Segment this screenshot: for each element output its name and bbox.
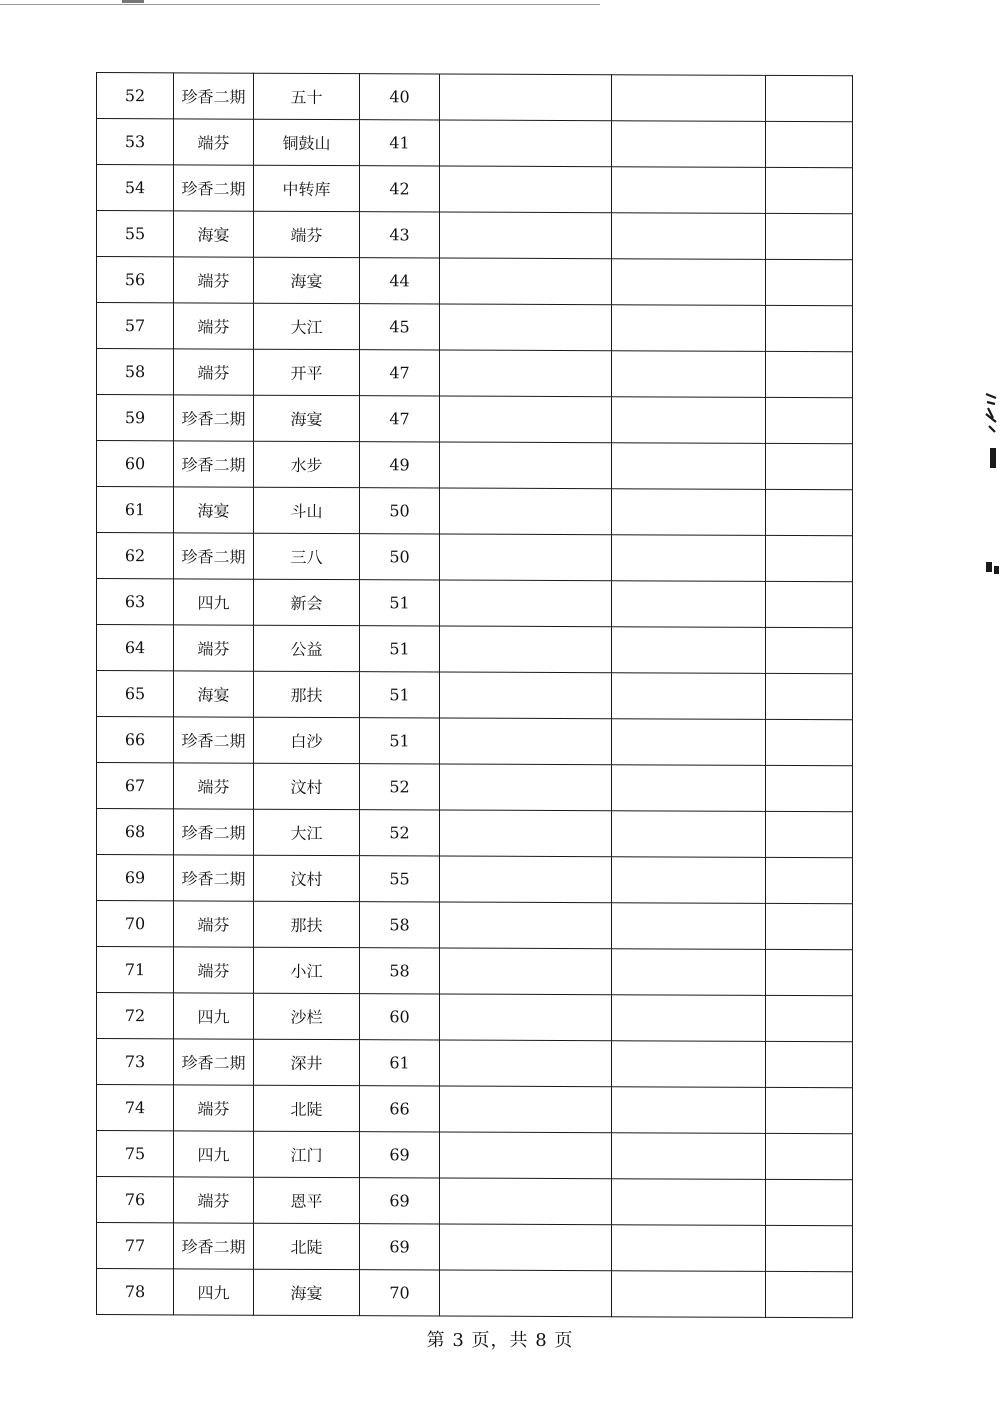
value-cell: 69 — [360, 1224, 440, 1270]
row-number-cell: 59 — [97, 395, 174, 441]
row-number-cell: 78 — [97, 1269, 174, 1315]
empty-cell — [766, 1087, 853, 1133]
value-cell: 43 — [360, 212, 440, 258]
row-number-cell: 58 — [97, 349, 174, 395]
destination-cell: 北陡 — [254, 1223, 360, 1269]
origin-cell: 端芬 — [174, 349, 254, 395]
empty-cell — [440, 120, 612, 167]
empty-cell — [612, 857, 766, 904]
empty-cell — [612, 213, 766, 260]
destination-cell: 新会 — [254, 579, 360, 625]
origin-cell: 珍香二期 — [174, 855, 254, 901]
row-number-cell: 63 — [97, 579, 174, 625]
empty-cell — [766, 627, 853, 673]
origin-cell: 珍香二期 — [174, 165, 254, 211]
origin-cell: 珍香二期 — [174, 395, 254, 441]
empty-cell — [766, 489, 853, 535]
table-row — [97, 395, 853, 444]
row-number-cell: 71 — [97, 947, 174, 993]
destination-cell: 海宴 — [254, 257, 360, 303]
edge-mark — [990, 448, 996, 468]
row-number-cell: 76 — [97, 1177, 174, 1223]
origin-cell: 珍香二期 — [174, 1039, 254, 1085]
row-number-cell: 70 — [97, 901, 174, 947]
empty-cell — [766, 1225, 853, 1271]
origin-cell: 珍香二期 — [174, 717, 254, 763]
empty-cell — [440, 1040, 612, 1087]
destination-cell: 江门 — [254, 1131, 360, 1177]
origin-cell: 四九 — [174, 579, 254, 625]
row-number-cell: 57 — [97, 303, 174, 349]
empty-cell — [440, 442, 612, 489]
table-row — [97, 441, 853, 490]
value-cell: 49 — [360, 442, 440, 488]
origin-cell: 四九 — [174, 993, 254, 1039]
origin-cell: 珍香二期 — [174, 533, 254, 579]
empty-cell — [440, 212, 612, 259]
empty-cell — [612, 995, 766, 1042]
empty-cell — [766, 1133, 853, 1179]
table-row — [97, 947, 853, 996]
row-number-cell: 61 — [97, 487, 174, 533]
empty-cell — [612, 1179, 766, 1226]
table-row — [97, 717, 853, 766]
value-cell: 47 — [360, 396, 440, 442]
row-number-cell: 62 — [97, 533, 174, 579]
empty-cell — [612, 765, 766, 812]
table-row — [97, 487, 853, 536]
empty-cell — [440, 304, 612, 351]
table-body — [97, 73, 853, 1318]
empty-cell — [612, 397, 766, 444]
value-cell: 55 — [360, 856, 440, 902]
empty-cell — [440, 672, 612, 719]
empty-cell — [766, 443, 853, 489]
destination-cell: 海宴 — [254, 1269, 360, 1315]
table-row — [97, 809, 853, 858]
value-cell: 47 — [360, 350, 440, 396]
empty-cell — [612, 443, 766, 490]
row-number-cell: 77 — [97, 1223, 174, 1269]
table-row — [97, 1131, 853, 1180]
table-row — [97, 119, 853, 168]
empty-cell — [440, 166, 612, 213]
origin-cell: 端芬 — [174, 257, 254, 303]
empty-cell — [612, 259, 766, 306]
empty-cell — [440, 764, 612, 811]
empty-cell — [612, 719, 766, 766]
table-row — [97, 349, 853, 398]
empty-cell — [612, 75, 766, 122]
empty-cell — [766, 75, 853, 121]
value-cell: 51 — [360, 718, 440, 764]
value-cell: 58 — [360, 948, 440, 994]
table-row — [97, 1085, 853, 1134]
empty-cell — [440, 810, 612, 857]
empty-cell — [612, 305, 766, 352]
value-cell: 52 — [360, 810, 440, 856]
destination-cell: 公益 — [254, 625, 360, 671]
empty-cell — [440, 948, 612, 995]
table-row — [97, 1223, 853, 1272]
empty-cell — [766, 1041, 853, 1087]
empty-cell — [766, 1179, 853, 1225]
table-row — [97, 533, 853, 582]
empty-cell — [766, 167, 853, 213]
value-cell: 44 — [360, 258, 440, 304]
empty-cell — [766, 995, 853, 1041]
table-row — [97, 165, 853, 214]
seal-fragment-icon — [984, 392, 998, 434]
empty-cell — [612, 1271, 766, 1318]
empty-cell — [440, 856, 612, 903]
row-number-cell: 65 — [97, 671, 174, 717]
row-number-cell: 69 — [97, 855, 174, 901]
row-number-cell: 53 — [97, 119, 174, 165]
value-cell: 51 — [360, 672, 440, 718]
destination-cell: 那扶 — [254, 901, 360, 947]
row-number-cell: 73 — [97, 1039, 174, 1085]
origin-cell: 端芬 — [174, 763, 254, 809]
destination-cell: 北陡 — [254, 1085, 360, 1131]
row-number-cell: 55 — [97, 211, 174, 257]
edge-mark — [986, 562, 992, 572]
empty-cell — [440, 1086, 612, 1133]
empty-cell — [440, 396, 612, 443]
empty-cell — [766, 673, 853, 719]
top-scan-rule — [0, 4, 600, 5]
empty-cell — [766, 351, 853, 397]
empty-cell — [612, 535, 766, 582]
destination-cell: 小江 — [254, 947, 360, 993]
table-row — [97, 579, 853, 628]
destination-cell: 恩平 — [254, 1177, 360, 1223]
row-number-cell: 56 — [97, 257, 174, 303]
row-number-cell: 64 — [97, 625, 174, 671]
value-cell: 66 — [360, 1086, 440, 1132]
empty-cell — [612, 1087, 766, 1134]
table-row — [97, 855, 853, 904]
origin-cell: 端芬 — [174, 119, 254, 165]
row-number-cell: 75 — [97, 1131, 174, 1177]
empty-cell — [612, 581, 766, 628]
destination-cell: 大江 — [254, 303, 360, 349]
origin-cell: 四九 — [174, 1269, 254, 1315]
empty-cell — [440, 1270, 612, 1317]
value-cell: 60 — [360, 994, 440, 1040]
destination-cell: 开平 — [254, 349, 360, 395]
empty-cell — [612, 1133, 766, 1180]
origin-cell: 端芬 — [174, 901, 254, 947]
empty-cell — [766, 1271, 853, 1317]
table-row — [97, 763, 853, 812]
empty-cell — [440, 1132, 612, 1179]
value-cell: 50 — [360, 534, 440, 580]
empty-cell — [440, 1224, 612, 1271]
value-cell: 69 — [360, 1132, 440, 1178]
empty-cell — [766, 121, 853, 167]
empty-cell — [440, 258, 612, 305]
table-row — [97, 1177, 853, 1226]
destination-cell: 斗山 — [254, 487, 360, 533]
table-row — [97, 1269, 853, 1318]
empty-cell — [612, 167, 766, 214]
empty-cell — [440, 626, 612, 673]
page-number: 第 3 页，共 8 页 — [426, 1330, 574, 1351]
value-cell: 50 — [360, 488, 440, 534]
empty-cell — [440, 1178, 612, 1225]
empty-cell — [612, 1225, 766, 1272]
empty-cell — [766, 811, 853, 857]
empty-cell — [440, 350, 612, 397]
table-row — [97, 1039, 853, 1088]
value-cell: 69 — [360, 1178, 440, 1224]
value-cell: 51 — [360, 626, 440, 672]
table-row — [97, 901, 853, 950]
table-row — [97, 671, 853, 720]
empty-cell — [612, 489, 766, 536]
value-cell: 40 — [360, 74, 440, 120]
origin-cell: 海宴 — [174, 211, 254, 257]
destination-cell: 沙栏 — [254, 993, 360, 1039]
origin-cell: 四九 — [174, 1131, 254, 1177]
empty-cell — [440, 74, 612, 121]
destination-cell: 汶村 — [254, 763, 360, 809]
destination-cell: 铜鼓山 — [254, 119, 360, 165]
edge-mark — [994, 566, 999, 574]
origin-cell: 端芬 — [174, 1085, 254, 1131]
empty-cell — [440, 718, 612, 765]
row-number-cell: 72 — [97, 993, 174, 1039]
destination-cell: 水步 — [254, 441, 360, 487]
value-cell: 51 — [360, 580, 440, 626]
empty-cell — [766, 903, 853, 949]
empty-cell — [766, 949, 853, 995]
empty-cell — [766, 857, 853, 903]
empty-cell — [612, 811, 766, 858]
table-row — [97, 211, 853, 260]
table-row — [97, 625, 853, 674]
table-row — [97, 73, 853, 122]
empty-cell — [612, 627, 766, 674]
value-cell: 58 — [360, 902, 440, 948]
table-row — [97, 303, 853, 352]
empty-cell — [766, 581, 853, 627]
origin-cell: 珍香二期 — [174, 73, 254, 119]
empty-cell — [612, 351, 766, 398]
value-cell: 61 — [360, 1040, 440, 1086]
top-scan-mark — [122, 0, 144, 3]
origin-cell: 海宴 — [174, 487, 254, 533]
row-number-cell: 60 — [97, 441, 174, 487]
destination-cell: 那扶 — [254, 671, 360, 717]
origin-cell: 端芬 — [174, 1177, 254, 1223]
destination-cell: 中转库 — [254, 165, 360, 211]
origin-cell: 端芬 — [174, 947, 254, 993]
origin-cell: 珍香二期 — [174, 441, 254, 487]
empty-cell — [612, 1041, 766, 1088]
empty-cell — [440, 902, 612, 949]
empty-cell — [440, 534, 612, 581]
empty-cell — [766, 719, 853, 765]
table-row — [97, 993, 853, 1042]
empty-cell — [612, 949, 766, 996]
value-cell: 52 — [360, 764, 440, 810]
empty-cell — [440, 580, 612, 627]
destination-cell: 海宴 — [254, 395, 360, 441]
value-cell: 41 — [360, 120, 440, 166]
empty-cell — [440, 994, 612, 1041]
row-number-cell: 74 — [97, 1085, 174, 1131]
empty-cell — [440, 488, 612, 535]
empty-cell — [766, 765, 853, 811]
empty-cell — [766, 535, 853, 581]
empty-cell — [766, 259, 853, 305]
destination-cell: 大江 — [254, 809, 360, 855]
origin-cell: 珍香二期 — [174, 1223, 254, 1269]
value-cell: 42 — [360, 166, 440, 212]
destination-cell: 汶村 — [254, 855, 360, 901]
empty-cell — [612, 121, 766, 168]
origin-cell: 端芬 — [174, 303, 254, 349]
row-number-cell: 66 — [97, 717, 174, 763]
empty-cell — [766, 213, 853, 259]
origin-cell: 端芬 — [174, 625, 254, 671]
row-number-cell: 68 — [97, 809, 174, 855]
origin-cell: 珍香二期 — [174, 809, 254, 855]
empty-cell — [612, 903, 766, 950]
destination-cell: 白沙 — [254, 717, 360, 763]
row-number-cell: 67 — [97, 763, 174, 809]
value-cell: 70 — [360, 1270, 440, 1316]
table-row — [97, 257, 853, 306]
value-cell: 45 — [360, 304, 440, 350]
destination-cell: 端芬 — [254, 211, 360, 257]
row-number-cell: 52 — [97, 73, 174, 119]
empty-cell — [612, 673, 766, 720]
empty-cell — [766, 305, 853, 351]
origin-cell: 海宴 — [174, 671, 254, 717]
empty-cell — [766, 397, 853, 443]
destination-cell: 三八 — [254, 533, 360, 579]
route-table — [96, 72, 853, 1318]
destination-cell: 深井 — [254, 1039, 360, 1085]
destination-cell: 五十 — [254, 73, 360, 119]
row-number-cell: 54 — [97, 165, 174, 211]
